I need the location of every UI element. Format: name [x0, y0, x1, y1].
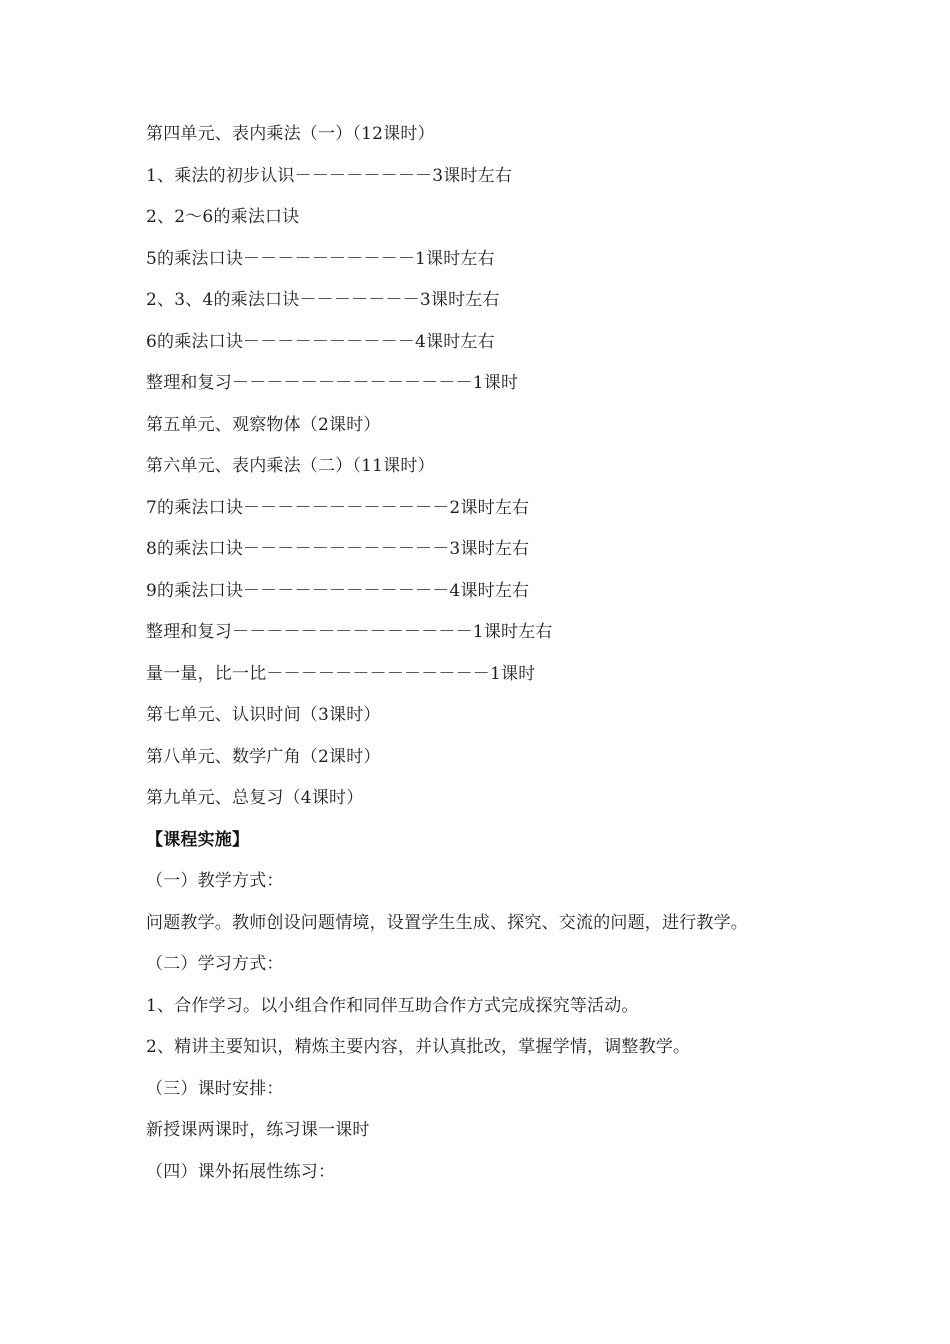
- paragraph: 新授课两课时，练习课一课时: [146, 1120, 370, 1140]
- unit-5-heading: 第五单元、观察物体（2课时）: [146, 414, 381, 435]
- unit-8-heading: 第八单元、数学广角（2课时）: [146, 746, 381, 767]
- subsection-title: （四）课外拓展性练习：: [146, 1161, 336, 1182]
- lesson-item: 8的乘法口诀－－－－－－－－－－－－3课时左右: [146, 539, 530, 559]
- lesson-item: 量一量，比一比－－－－－－－－－－－－－1课时: [146, 663, 536, 684]
- section-heading-course-implementation: 【课程实施】: [146, 829, 250, 850]
- unit-4-heading: 第四单元、表内乘法（一）（12课时）: [146, 124, 435, 144]
- lesson-item: 整理和复习－－－－－－－－－－－－－－1课时左右: [146, 622, 553, 642]
- unit-7-heading: 第七单元、认识时间（3课时）: [146, 705, 381, 725]
- unit-9-heading: 第九单元、总复习（4课时）: [146, 788, 364, 808]
- lesson-item: 2、3、4的乘法口诀－－－－－－－3课时左右: [146, 290, 500, 310]
- lesson-item: 整理和复习－－－－－－－－－－－－－－1课时: [146, 373, 519, 393]
- paragraph: 问题教学。教师创设问题情境，设置学生生成、探究、交流的问题，进行教学。: [146, 912, 748, 933]
- lesson-item: 5的乘法口诀－－－－－－－－－－1课时左右: [146, 248, 495, 269]
- lesson-item: 2、2～6的乘法口诀: [146, 207, 300, 227]
- lesson-item: 7的乘法口诀－－－－－－－－－－－－2课时左右: [146, 497, 530, 518]
- subsection-title: （二）学习方式：: [146, 954, 284, 974]
- paragraph: 1、合作学习。以小组合作和同伴互助合作方式完成探究等活动。: [146, 995, 639, 1016]
- lesson-item: 9的乘法口诀－－－－－－－－－－－－4课时左右: [146, 580, 530, 601]
- document-body: [146, 116, 906, 1195]
- subsection-title: （一）教学方式：: [146, 871, 284, 891]
- unit-6-heading: 第六单元、表内乘法（二）（11课时）: [146, 456, 435, 476]
- paragraph: 2、精讲主要知识，精炼主要内容，并认真批改，掌握学情，调整教学。: [146, 1037, 691, 1057]
- lesson-item: 6的乘法口诀－－－－－－－－－－4课时左右: [146, 331, 495, 352]
- subsection-title: （三）课时安排：: [146, 1078, 284, 1099]
- lesson-item: 1、乘法的初步认识－－－－－－－－3课时左右: [146, 165, 513, 186]
